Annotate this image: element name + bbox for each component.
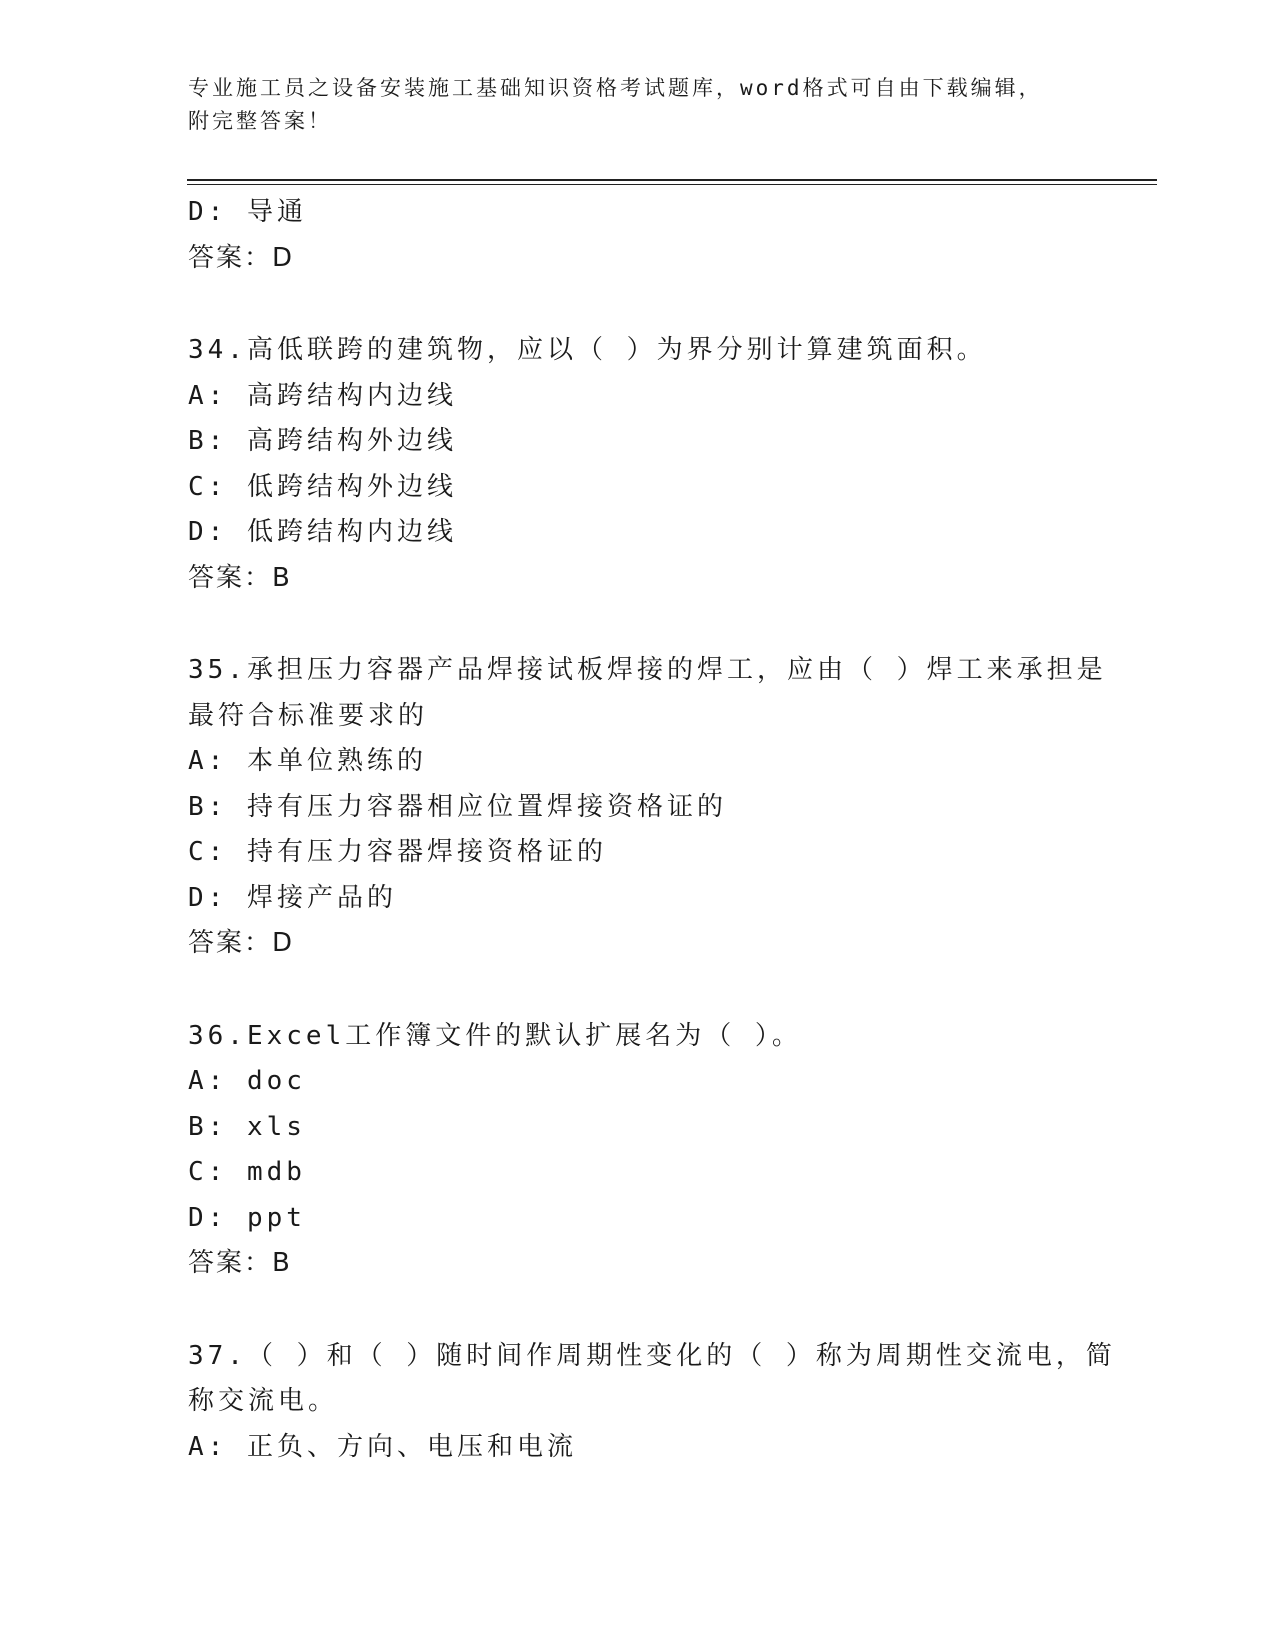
header-divider-thin bbox=[187, 184, 1157, 185]
question-35-option-b: B: 持有压力容器相应位置焊接资格证的 bbox=[188, 791, 727, 822]
question-36-option-d: D: ppt bbox=[188, 1202, 306, 1233]
spacer bbox=[188, 601, 1088, 648]
question-list bbox=[188, 190, 1116, 1470]
question-36-answer: 答案：B bbox=[188, 1248, 292, 1278]
question-34-stem: 34.高低联跨的建筑物，应以（ ）为界分别计算建筑面积。 bbox=[188, 335, 987, 365]
question-35-option-c: C: 持有压力容器焊接资格证的 bbox=[188, 837, 607, 867]
question-36-option-c: C: mdb bbox=[188, 1157, 306, 1187]
question-34-answer: 答案：B bbox=[188, 562, 292, 593]
question-37-option-a: A: 正负、方向、电压和电流 bbox=[188, 1431, 577, 1462]
question-35-option-a: A: 本单位熟练的 bbox=[188, 746, 427, 776]
question-35-stem-line-2: 最符合标准要求的 bbox=[188, 700, 429, 731]
answer-line: 答案：D bbox=[188, 242, 295, 273]
question-34-option-c: C: 低跨结构外边线 bbox=[188, 471, 457, 502]
question-36-stem: 36.Excel工作簿文件的默认扩展名为（ ）。 bbox=[188, 1020, 802, 1051]
header-divider bbox=[187, 179, 1157, 181]
question-35-option-d: D: 焊接产品的 bbox=[188, 882, 397, 913]
question-34-option-a: A: 高跨结构内边线 bbox=[188, 380, 457, 411]
question-37-stem-line-2: 称交流电。 bbox=[188, 1386, 339, 1416]
question-34-option-d: D: 低跨结构内边线 bbox=[188, 517, 457, 547]
spacer bbox=[188, 1287, 1088, 1334]
question-34-option-b: B: 高跨结构外边线 bbox=[188, 426, 457, 456]
spacer bbox=[188, 281, 1088, 328]
spacer bbox=[188, 967, 1088, 1014]
option-d: D: 导通 bbox=[188, 197, 307, 227]
question-37-stem-line-1: 37.（ ）和（ ）随时间作周期性变化的（ ）称为周期性交流电，简 bbox=[188, 1340, 1116, 1371]
question-35-stem-line-1: 35.承担压力容器产品焊接试板焊接的焊工，应由（ ）焊工来承担是 bbox=[188, 655, 1107, 685]
document-header bbox=[188, 72, 1068, 138]
question-35-answer: 答案：D bbox=[188, 928, 295, 958]
question-36-option-b: B: xls bbox=[188, 1111, 306, 1142]
question-36-option-a: A: doc bbox=[188, 1066, 306, 1096]
header-line-1: 专业施工员之设备安装施工基础知识资格考试题库，word格式可自由下载编辑， bbox=[188, 76, 1043, 100]
header-line-2: 附完整答案！ bbox=[188, 109, 332, 133]
